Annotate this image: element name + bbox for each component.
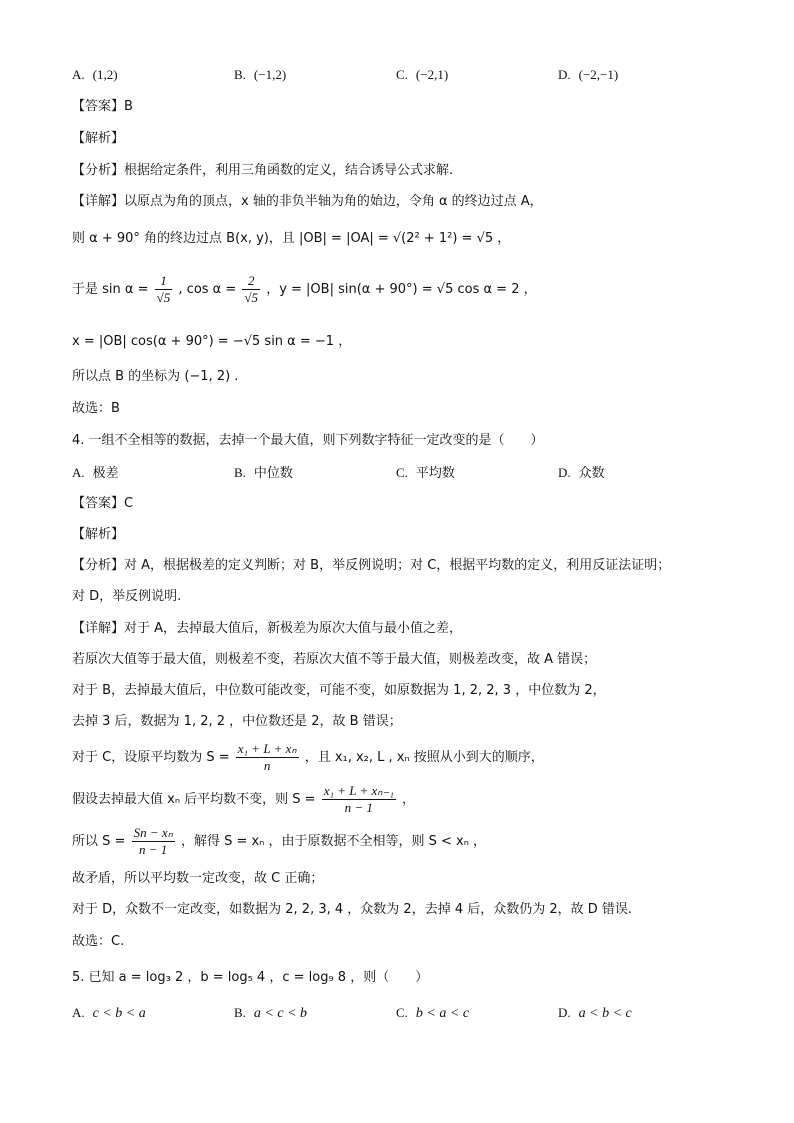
q4-analysis-heading: 【解析】 [72,527,125,542]
q4-xiangjie-6: 假设去掉最大值 xₙ 后平均数不变，则 S = $\frac{\text{x₁ + L + xₙ₋₁}}{n - 1}$ ， [72,783,416,815]
q3-xiangjie-4: x = |OB| cos(α + 90°) = −√5 sin α = −1 ， [72,334,352,349]
q3-xiangjie-2: 则 α + 90° 角的终边过点 B(x, y)，且 |OB| = |OA| = √(2² + 1²) = √5 ， [72,231,511,246]
q4-xiangjie-9: 对于 D，众数不一定改变，如数据为 2, 2, 3, 4 ，众数为 2，去掉 4 后，众数仍为 2，故 D 错误. [72,902,633,917]
q4-xiangjie-1: 【详解】对于 A，去掉最大值后，新极差为原次大值与最小值之差， [72,621,463,636]
q5-option-a: A. c < b < a [72,1005,146,1021]
q4-answer: 【答案】C [72,496,134,511]
q3-option-a: A. (1,2) [72,67,118,82]
fraction-sin: $\frac{1}{√5}$ [156,273,171,305]
q4-xiangjie-7: 所以 S = $\frac{\text{Sn − xₙ}}{n - 1}$ ，解得 S = xₙ ，由于原数据不全相等，则 S < xₙ ， [72,825,487,857]
q5-option-d: D. a < b < c [558,1005,632,1021]
q4-fenxi-1: 【分析】对 A，根据极差的定义判断；对 B，举反例说明；对 C，根据平均数的定义，利用反证法证明； [72,558,671,573]
q4-option-a: A. 极差 [72,465,119,481]
q4-xiangjie-3: 对于 B，去掉最大值后，中位数可能改变，可能不变，如原数据为 1, 2, 2, 3 ，中位数为 2， [72,683,606,698]
q4-xiangjie-4: 去掉 3 后，数据为 1, 2, 2 ，中位数还是 2，故 B 错误； [72,714,402,729]
q3-option-b: B. (−1,2) [234,67,287,82]
q3-analysis-heading: 【解析】 [72,131,125,146]
q4-option-b: B. 中位数 [234,465,293,481]
q3-xiangjie-3: 于是 sin α = $\frac{1}{√5}$ , cos α = $\frac{2}{√5}$ ，y = |OB| sin(α + 90°) = √5 cos α = 2 ， [72,273,537,305]
q5-option-b: B. a < c < b [234,1005,308,1021]
q4-xiangjie-2: 若原次大值等于最大值，则极差不变，若原次大值不等于最大值，则极差改变，故 A 错误； [72,652,597,667]
q5-stem: 5. 已知 a = log₃ 2 ，b = log₅ 4 ，c = log₉ 8 ，则（ ） [72,970,429,985]
q3-choose: 故选：B [72,401,120,416]
q4-fenxi-2: 对 D，举反例说明. [72,589,182,604]
q4-option-c: C. 平均数 [396,465,455,481]
fraction-mean: $\frac{\text{x₁ + L + xₙ}}{n}$ [237,741,297,773]
q3-answer: 【答案】B [72,99,133,114]
q4-choose: 故选：C. [72,934,125,949]
fraction-mean-removed: $\frac{\text{x₁ + L + xₙ₋₁}}{n - 1}$ [323,783,394,815]
q3-option-d: D. (−2,−1) [558,67,619,82]
q4-xiangjie-5: 对于 C，设原平均数为 S = $\frac{\text{x₁ + L + xₙ}}{n}$ ，且 x₁, x₂, L , xₙ 按照从小到大的顺序， [72,741,544,773]
q4-xiangjie-8: 故矛盾，所以平均数一定改变，故 C 正确； [72,871,324,886]
fraction-solve: $\frac{\text{Sn − xₙ}}{n - 1}$ [133,825,173,857]
q4-option-d: D. 众数 [558,465,605,481]
fraction-cos: $\frac{2}{√5}$ [244,273,259,305]
q3-xiangjie-1: 【详解】以原点为角的顶点，x 轴的非负半轴为角的始边，令角 α 的终边过点 A， [72,194,543,209]
q3-xiangjie-5: 所以点 B 的坐标为 (−1, 2) . [72,369,239,384]
q4-stem: 4. 一组不全相等的数据，去掉一个最大值，则下列数字特征一定改变的是（ ） [72,433,544,448]
q5-option-c: C. b < a < c [396,1005,470,1021]
q3-option-c: C. (−2,1) [396,67,449,82]
q3-fenxi: 【分析】根据给定条件，利用三角函数的定义，结合诱导公式求解. [72,163,454,178]
